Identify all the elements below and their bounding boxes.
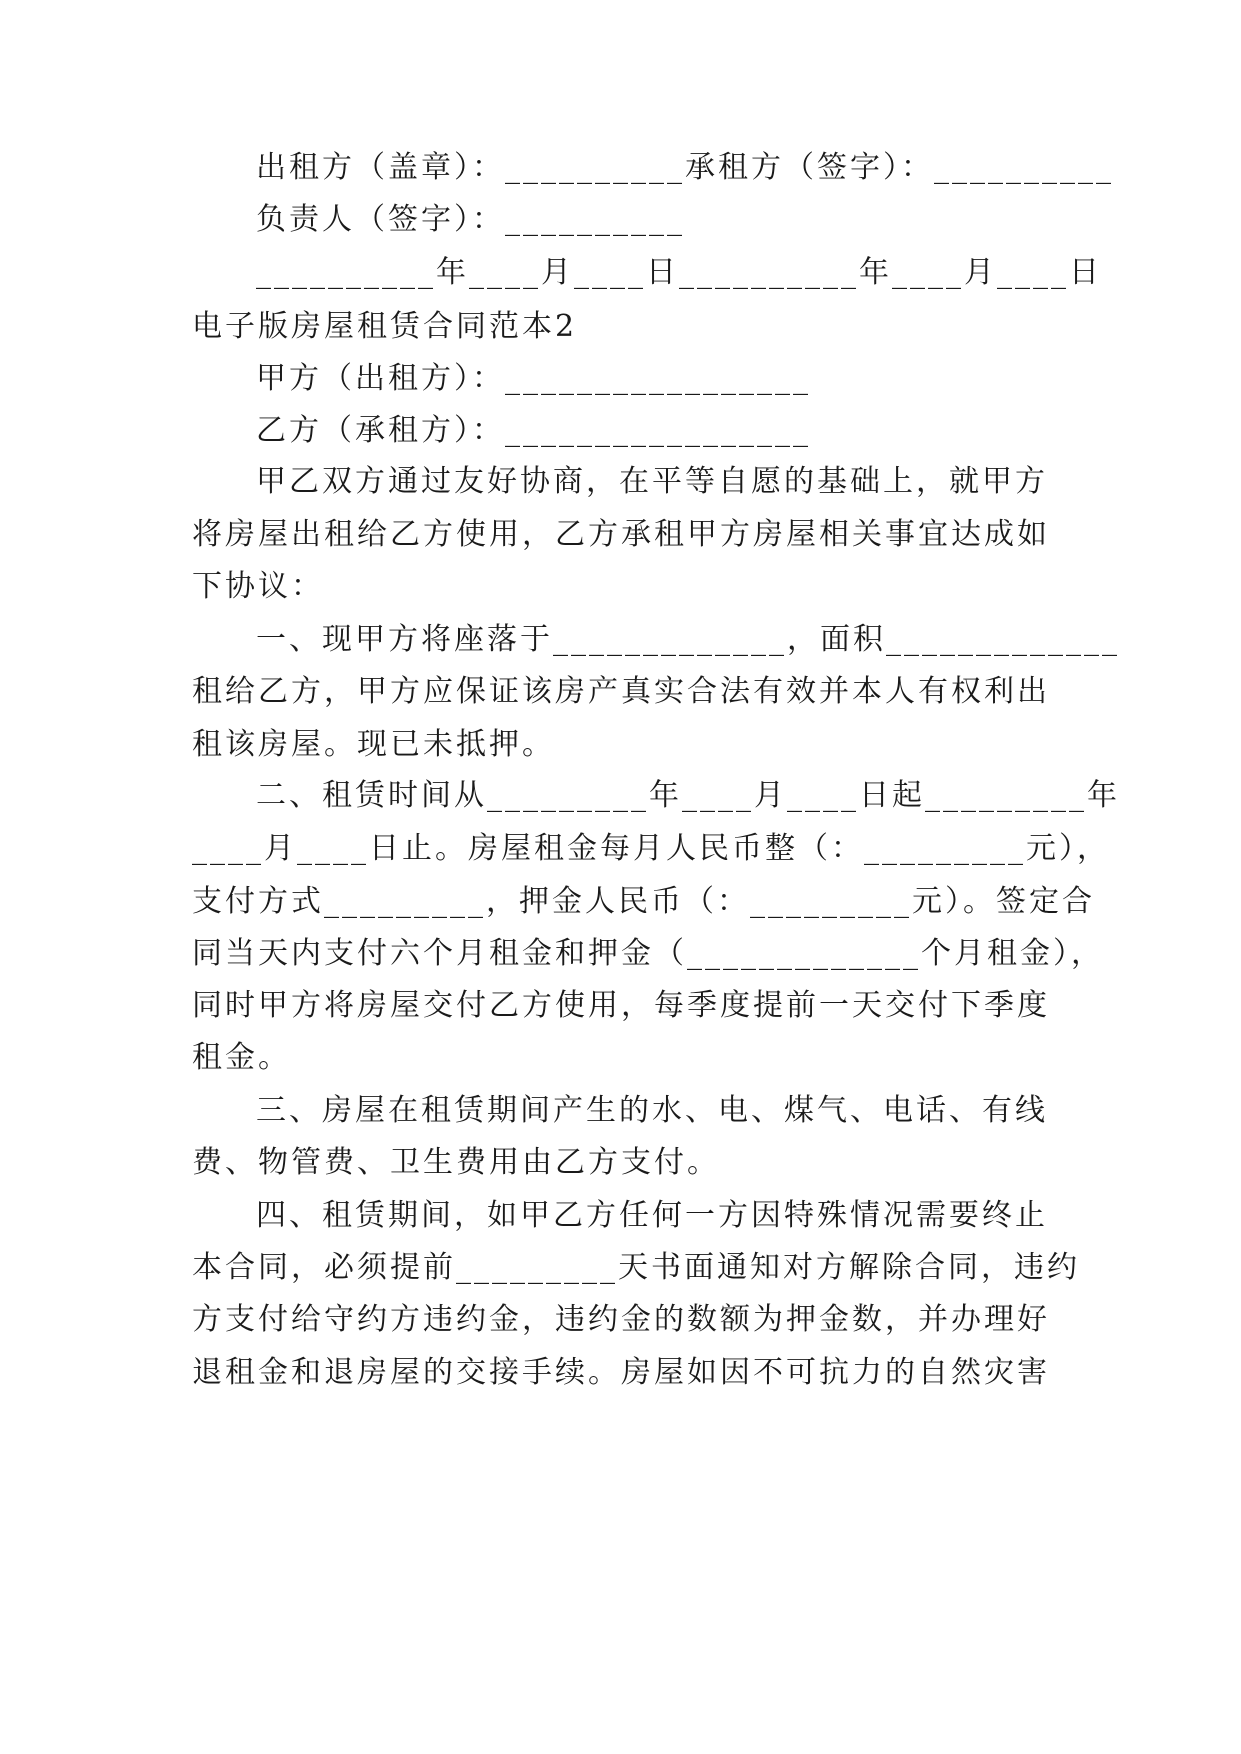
party-a-field: 甲方（出租方）：_________________: [256, 361, 811, 396]
clause-2-line: 二、租赁时间从_________年____月____日起_________年: [256, 778, 1120, 813]
clause-2-line: 同当天内支付六个月租金和押金（_____________个月租金），: [192, 936, 1104, 971]
intro-paragraph-line: 将房屋出租给乙方使用，乙方承租甲方房屋相关事宜达成如: [192, 517, 1050, 552]
clause-4-line: 本合同，必须提前_________天书面通知对方解除合同，违约: [192, 1250, 1080, 1285]
clause-1-line: 租给乙方，甲方应保证该房产真实合法有效并本人有权利出: [192, 674, 1050, 709]
clause-1-line: 租该房屋。现已未抵押。: [192, 727, 555, 762]
clause-2-line: 租金。: [192, 1040, 291, 1075]
clause-2-line: ____月____日止。房屋租金每月人民币整（：_________元），: [192, 831, 1110, 866]
clause-1-line: 一、现甲方将座落于_____________，面积_____________: [256, 622, 1120, 657]
signature-line-responsible-person: 负责人（签字）：__________: [256, 202, 685, 237]
clause-4-line: 方支付给守约方违约金，违约金的数额为押金数，并办理好: [192, 1302, 1050, 1337]
party-b-field: 乙方（承租方）：_________________: [256, 413, 811, 448]
clause-2-line: 同时甲方将房屋交付乙方使用，每季度提前一天交付下季度: [192, 988, 1050, 1023]
clause-4-line: 退租金和退房屋的交接手续。房屋如因不可抗力的自然灾害: [192, 1355, 1050, 1390]
clause-3-line: 费、物管费、卫生费用由乙方支付。: [192, 1145, 720, 1180]
clause-4-line: 四、租赁期间，如甲乙方任何一方因特殊情况需要终止: [256, 1198, 1048, 1233]
signature-line-lessor-lessee: 出租方（盖章）：__________承租方（签字）：__________: [256, 150, 1114, 185]
clause-2-line: 支付方式_________，押金人民币（：_________元）。签定合: [192, 884, 1095, 919]
intro-paragraph-line: 下协议：: [192, 569, 324, 604]
clause-3-line: 三、房屋在租赁期间产生的水、电、煤气、电话、有线: [256, 1093, 1048, 1128]
intro-paragraph-line: 甲乙双方通过友好协商，在平等自愿的基础上，就甲方: [256, 464, 1048, 499]
signature-date-line: __________年____月____日__________年____月____日: [256, 255, 1102, 290]
section-title: 电子版房屋租赁合同范本2: [192, 309, 578, 344]
